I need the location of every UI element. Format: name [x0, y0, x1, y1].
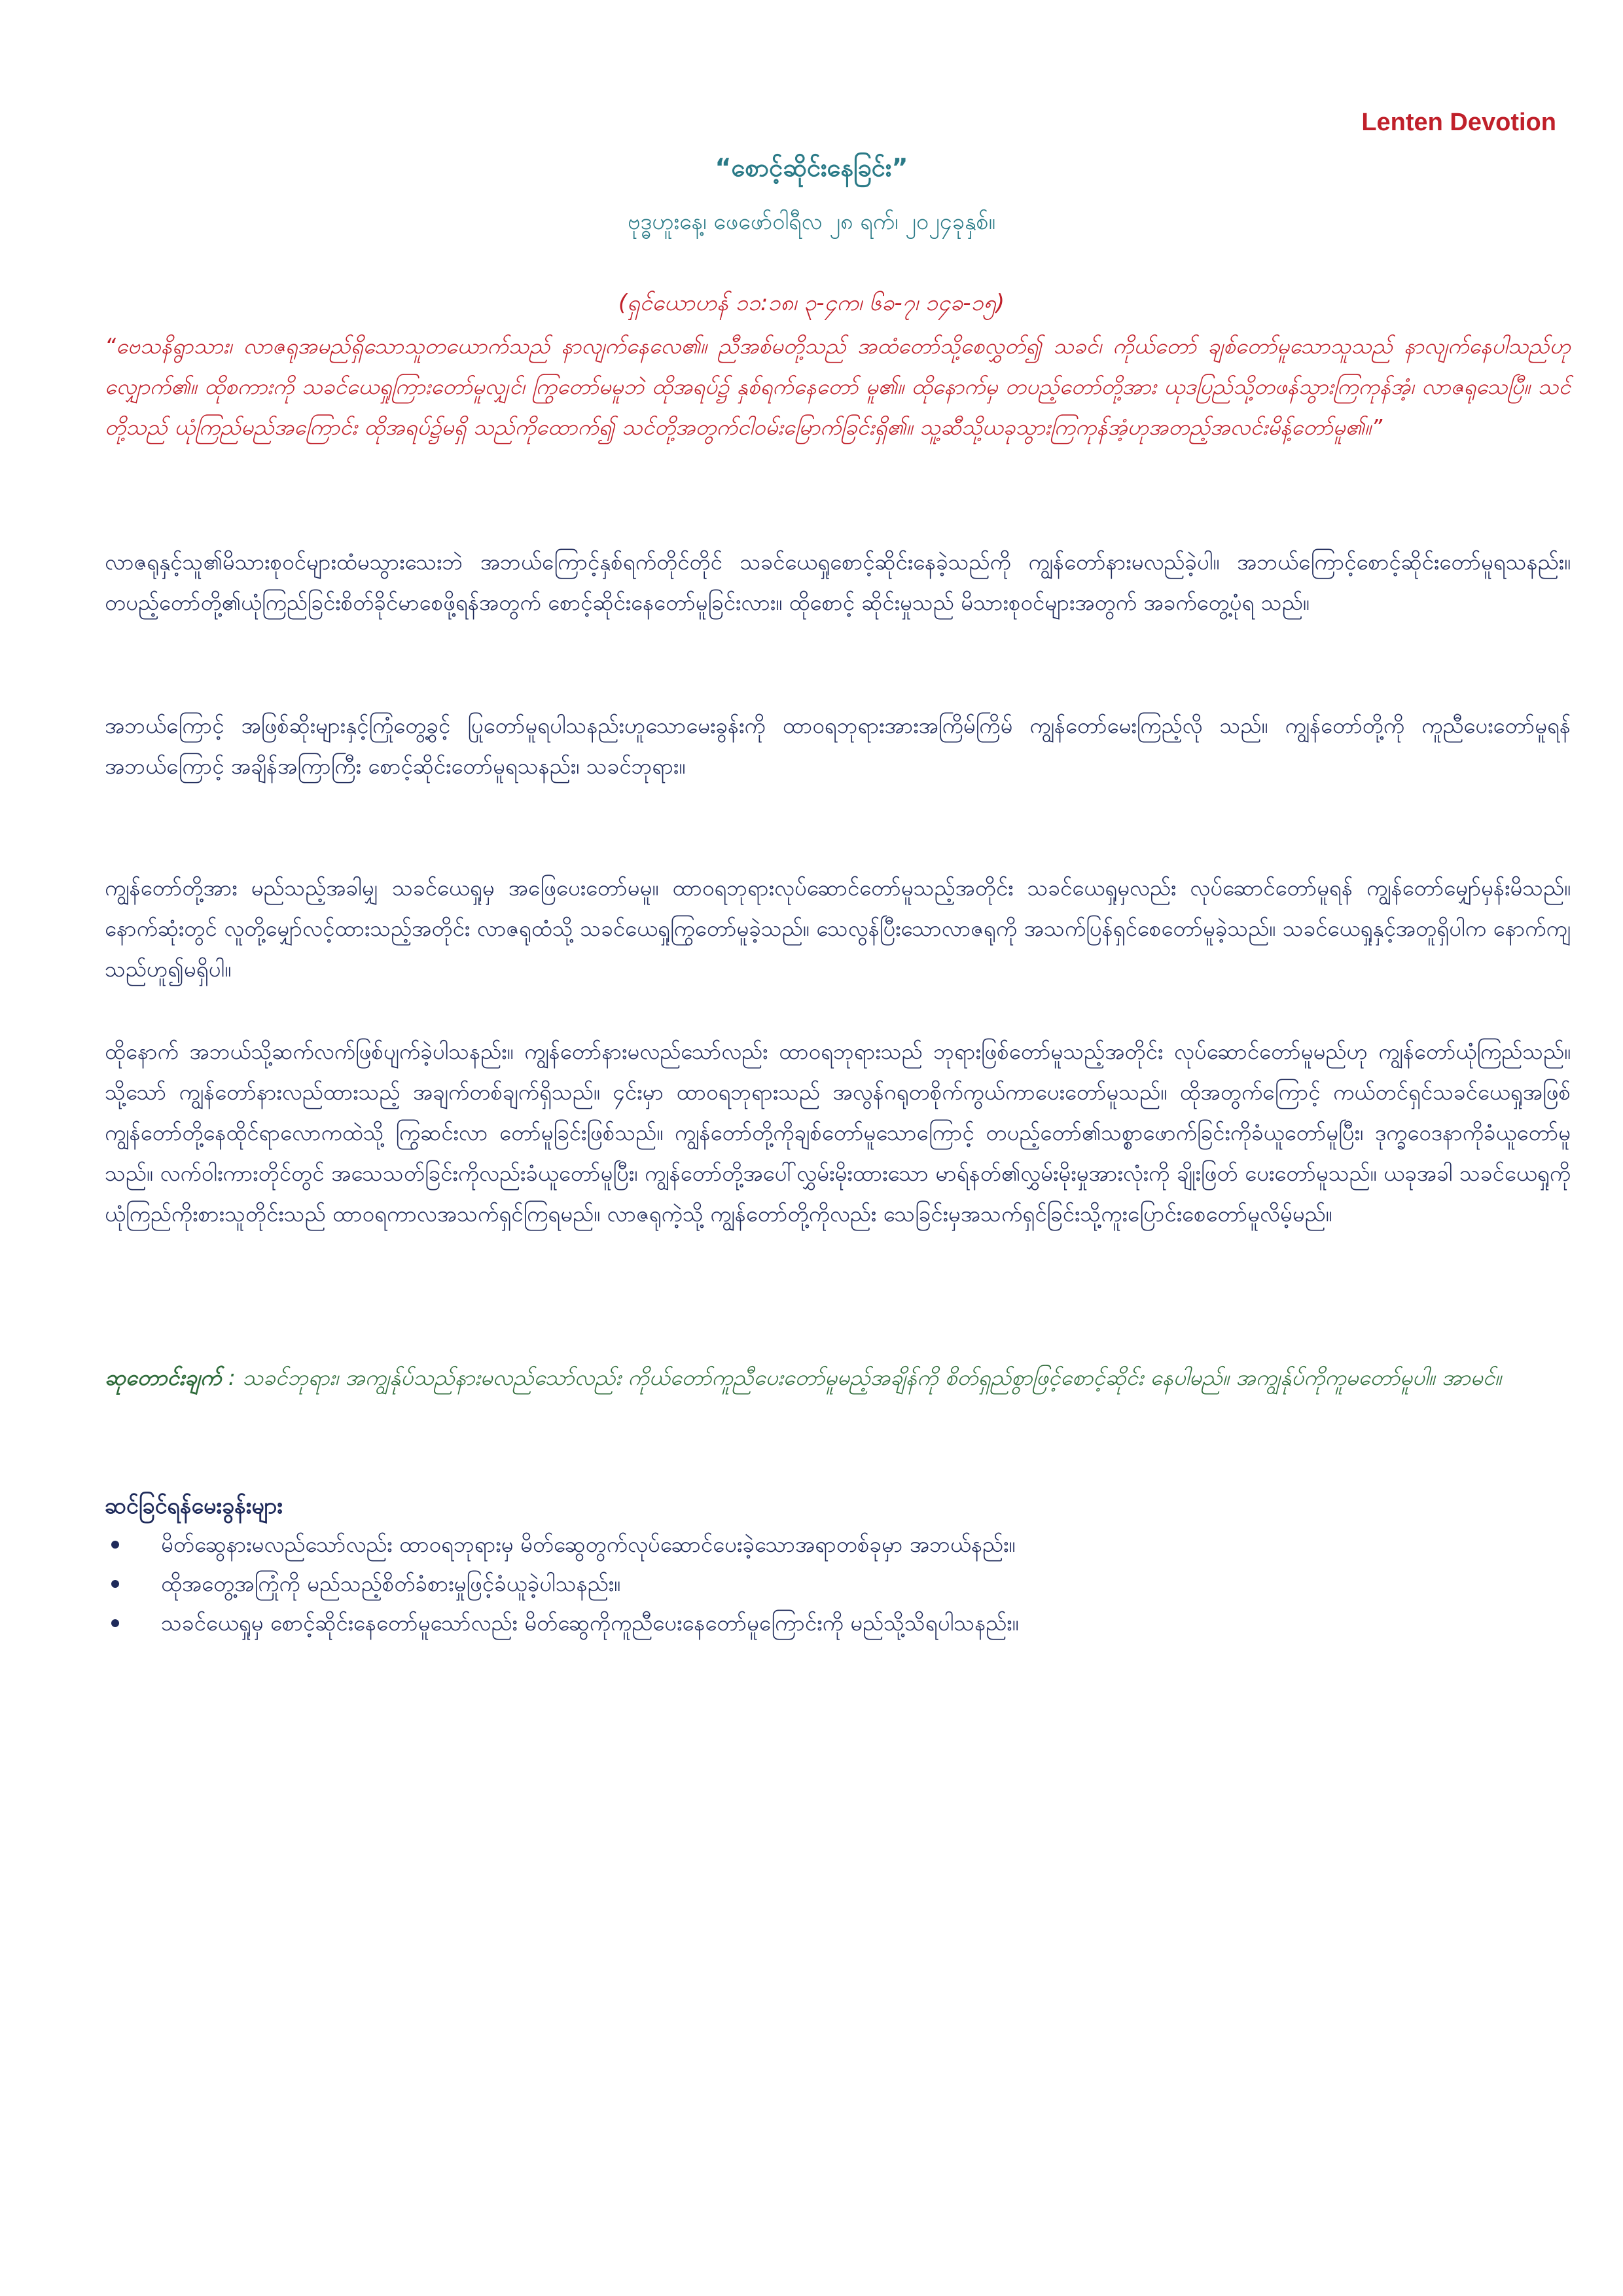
question-text: မိတ်ဆွေနားမလည်သော်လည်း ထာဝရဘုရားမှ မိတ်ဆွေတွက်လုပ်ဆောင်ပေးခဲ့သောအရာတစ်ခုမှာ အဘယ်နည်း။: [161, 1532, 1016, 1557]
prayer-label: ဆုတောင်းချက်: [105, 1365, 222, 1390]
question-item: [105, 1525, 1571, 1564]
body-paragraph-3: ကျွန်တော်တို့အား မည်သည့်အခါမျှ သခင်ယေရှုမှ အဖြေပေးတော်မမူ။ ထာဝရဘုရားလုပ်ဆောင်တော်မူသည့်အတိုင်း သခင်ယေရှုမှလည်း လုပ်ဆောင်တော်မူရန် ကျွန်တော်မျှော်မှန်းမိသည်။ နောက်ဆုံးတွင် လူတို့မျှော်လင့်ထားသည့်အတိုင်း လာဇရုထံသို့ သခင်ယေရှုကြွတော်မူခဲ့သည်။ သေလွန်ပြီးသောလာဇရုကို အသက်ပြန်ရှင်စေတော်မူခဲ့သည်။ သခင်ယေရှုနှင့်အတူရှိပါက နောက်ကျသည်ဟူ၍မရှိပါ။: [105, 875, 1571, 982]
prayer-block: [105, 1357, 1571, 1398]
scripture-passage: “ဗေသနိရွာသား၊ လာဇရုအမည်ရှိသောသူတယောက်သည် နာလျက်နေလေ၏။ ညီအစ်မတို့သည် အထံတော်သို့စေလွှတ်၍ သခင်၊ ကိုယ်တော် ချစ်တော်မူသောသူသည် နာလျက်နေပါသည်ဟုလျှောက်၏။ ထိုစကားကို သခင်ယေရှုကြားတော်မူလျှင်၊ ကြွတော်မမူဘဲ ထိုအရပ်၌ နှစ်ရက်နေတော် မူ၏။ ထိုနောက်မှ တပည့်တော်တို့အား ယုဒပြည်သို့တဖန်သွားကြကုန်အံ့၊ လာဇရုသေပြီ။ သင်တို့သည် ယုံကြည်မည်အကြောင်း ထိုအရပ်၌မရှိ သည်ကိုထောက်၍ သင်တို့အတွက်ငါဝမ်းမြောက်ခြင်းရှိ၏။ သူ့ဆီသို့ယခုသွားကြကုန်အံ့ဟုအတည့်အလင်းမိန့်တော်မူ၏။”: [105, 333, 1571, 440]
question-text: သခင်ယေရှုမှ စောင့်ဆိုင်းနေတော်မူသော်လည်း မိတ်ဆွေကိုကူညီပေးနေတော်မူကြောင်းကို မည်သို့သိရပါသနည်း။: [161, 1610, 1019, 1636]
question-item: [105, 1604, 1571, 1643]
header-tag: Lenten Devotion: [1361, 109, 1556, 136]
bullet-icon: [111, 1580, 119, 1588]
question-item: [105, 1564, 1571, 1604]
questions-heading: ဆင်ခြင်ရန်မေးခွန်းများ: [105, 1493, 283, 1519]
body-paragraph-1: လာဇရုနှင့်သူ၏မိသားစုဝင်များထံမသွားသေးဘဲ အဘယ်ကြောင့်နှစ်ရက်တိုင်တိုင် သခင်ယေရှုစောင့်ဆိုင်းနေခဲ့သည်ကို ကျွန်တော်နားမလည်ခဲ့ပါ။ အဘယ်ကြောင့်စောင့်ဆိုင်းတော်မူရသနည်း။ တပည့်တော်တို့၏ယုံကြည်ခြင်းစိတ်ခိုင်မာစေဖို့ရန်အတွက် စောင့်ဆိုင်းနေတော်မူခြင်းလား။ ထိုစောင့် ဆိုင်းမှုသည် မိသားစုဝင်များအတွက် အခက်တွေ့ပုံရ သည်။: [105, 549, 1571, 615]
prayer-text: သခင်ဘုရား၊ အကျွန်ုပ်သည်နားမလည်သော်လည်း ကိုယ်တော်ကူညီပေးတော်မူမည့်အချိန်ကို စိတ်ရှည်စွာဖြင့်စောင့်ဆိုင်း နေပါမည်။ အကျွန်ုပ်ကိုကူမတော်မူပါ။ အာမင်။: [242, 1365, 1502, 1390]
prayer-separator: :: [221, 1365, 243, 1390]
questions-list: [105, 1525, 1571, 1643]
bullet-icon: [111, 1541, 119, 1549]
scripture-reference: (ရှင်ယောဟန် ၁၁:၁၈၊ ၃-၄က၊ ၆ခ-၇၊ ၁၄ခ-၁၅): [618, 290, 1005, 316]
date-line: ဗုဒ္ဓဟူးနေ့၊ ဖေဖော်ဝါရီလ ၂၈ ရက်၊ ၂၀၂၄ခုနှစ်။: [628, 209, 995, 235]
body-paragraph-4: ထိုနောက် အဘယ်သို့ဆက်လက်ဖြစ်ပျက်ခဲ့ပါသနည်း။ ကျွန်တော်နားမလည်သော်လည်း ထာဝရဘုရားသည် ဘုရားဖြစ်တော်မူသည့်အတိုင်း လုပ်ဆောင်တော်မူမည်ဟု ကျွန်တော်ယုံကြည်သည်။ သို့သော် ကျွန်တော်နားလည်ထားသည့် အချက်တစ်ချက်ရှိသည်။ ၄င်းမှာ ထာဝရဘုရားသည် အလွန်ဂရုတစိုက်ကွယ်ကာပေးတော်မူသည်။ ထိုအတွက်ကြောင့် ကယ်တင်ရှင်သခင်ယေရှုအဖြစ် ကျွန်တော်တို့နေထိုင်ရာလောကထဲသို့ ကြွဆင်းလာ တော်မူခြင်းဖြစ်သည်။ ကျွန်တော်တို့ကိုချစ်တော်မူသောကြောင့် တပည့်တော်၏သစ္စာဖောက်ခြင်းကိုခံယူတော်မူပြီး၊ ဒုက္ခဝေဒနာကိုခံယူတော်မူသည်။ လက်ဝါးကားတိုင်တွင် အသေသတ်ခြင်းကိုလည်းခံယူတော်မူပြီး၊ ကျွန်တော်တို့အပေါ်လွှမ်းမိုးထားသော မာရ်နတ်၏လွှမ်းမိုးမှုအားလုံးကို ချိုးဖြတ် ပေးတော်မူသည်။ ယခုအခါ သခင်ယေရှုကို ယုံကြည်ကိုးစားသူတိုင်းသည် ထာဝရကာလအသက်ရှင်ကြရမည်။ လာဇရုကဲ့သို့ ကျွန်တော်တို့ကိုလည်း သေခြင်းမှအသက်ရှင်ခြင်းသို့ကူးပြောင်းစေတော်မူလိမ့်မည်။: [105, 1039, 1571, 1227]
body-paragraph-2: အဘယ်ကြောင့် အဖြစ်ဆိုးများနှင့်ကြုံတွေ့ခွင့် ပြုတော်မူရပါသနည်းဟူသောမေးခွန်းကို ထာဝရဘုရားအားအကြိမ်ကြိမ် ကျွန်တော်မေးကြည့်လို သည်။ ကျွန်တော်တို့ကို ကူညီပေးတော်မူရန်အဘယ်ကြောင့် အချိန်အကြာကြီး စောင့်ဆိုင်းတော်မူရသနည်း၊ သခင်ဘုရား။: [105, 713, 1571, 779]
question-text: ထိုအတွေ့အကြုံကို မည်သည့်စိတ်ခံစားမှုဖြင့်ခံယူခဲ့ပါသနည်း။: [161, 1571, 620, 1596]
bullet-icon: [111, 1619, 119, 1627]
devotion-title: “စောင့်ဆိုင်းနေခြင်း”: [715, 153, 908, 182]
